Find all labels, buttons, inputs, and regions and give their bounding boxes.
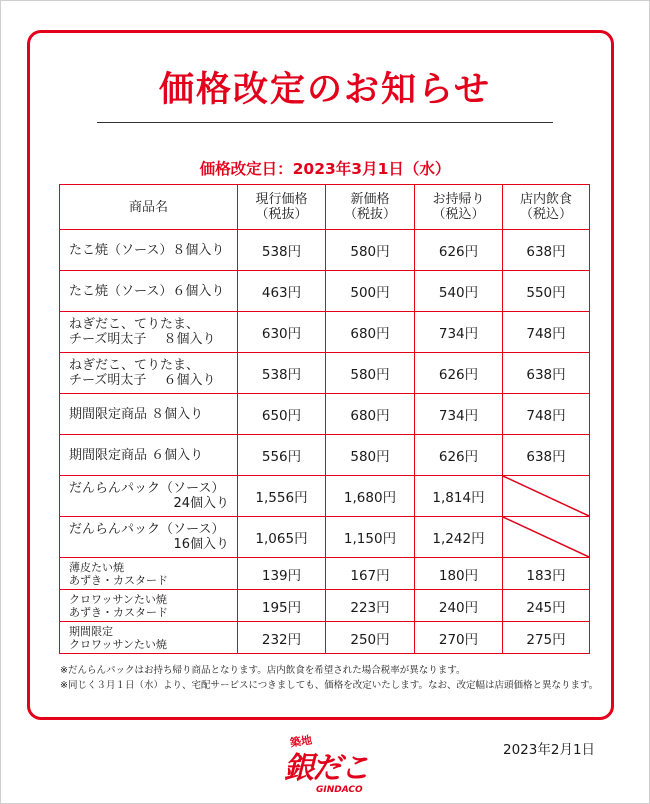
new-price: 250円 [326, 622, 415, 654]
product-name: 薄皮たい焼 あずき・カスタード [60, 558, 238, 590]
logo-tsukiji-text: 築地 [289, 733, 313, 750]
current-price: 538円 [238, 230, 326, 271]
logo-gindaco-text: 銀だこ [284, 751, 368, 786]
takeout-price: 240円 [415, 590, 503, 622]
header-current-price: 現行価格 （税抜） [238, 185, 326, 230]
current-price: 139円 [238, 558, 326, 590]
current-price: 650円 [238, 394, 326, 435]
current-price: 232円 [238, 622, 326, 654]
footnote: ※だんらんパックはお持ち帰り商品となります。店内飲食を希望された場合税率が異なります。 [60, 665, 466, 676]
new-price: 1,680円 [326, 476, 415, 517]
product-name: ねぎだこ、てりたま、 チーズ明太子 ６個入り [60, 353, 238, 394]
eatin-price: 183円 [503, 558, 590, 590]
diagonal-strike [503, 476, 589, 516]
current-price: 195円 [238, 590, 326, 622]
table-row [60, 394, 590, 435]
header-takeout-price: お持帰り （税込） [415, 185, 503, 230]
product-name: 期間限定商品 ８個入り [60, 394, 238, 435]
eatin-price: 748円 [503, 394, 590, 435]
gindaco-logo [276, 733, 376, 799]
current-price: 1,065円 [238, 517, 326, 558]
table-row [60, 476, 590, 517]
price-table [59, 184, 590, 654]
eatin-price: 638円 [503, 435, 590, 476]
eatin-price: 638円 [503, 230, 590, 271]
new-price: 167円 [326, 558, 415, 590]
table-row [60, 271, 590, 312]
header-product-name: 商品名 [60, 185, 238, 230]
table-row [60, 312, 590, 353]
table-row [60, 622, 590, 654]
new-price: 680円 [326, 394, 415, 435]
table-row [60, 517, 590, 558]
new-price: 680円 [326, 312, 415, 353]
takeout-price: 626円 [415, 435, 503, 476]
table-row [60, 558, 590, 590]
eatin-not-applicable [503, 517, 590, 558]
product-name: だんらんパック（ソース） 16個入り [60, 517, 238, 558]
notice-title: 価格改定のお知らせ [159, 70, 491, 110]
takeout-price: 180円 [415, 558, 503, 590]
eatin-price: 245円 [503, 590, 590, 622]
product-name: 期間限定 クロワッサンたい焼 [60, 622, 238, 654]
current-price: 1,556円 [238, 476, 326, 517]
title-divider [97, 122, 553, 123]
product-name: たこ焼（ソース）８個入り [60, 230, 238, 271]
product-name: 期間限定商品 ６個入り [60, 435, 238, 476]
header-new-price: 新価格 （税抜） [326, 185, 415, 230]
footnotes [60, 663, 620, 693]
eatin-price: 550円 [503, 271, 590, 312]
product-name: たこ焼（ソース）６個入り [60, 271, 238, 312]
takeout-price: 626円 [415, 230, 503, 271]
new-price: 1,150円 [326, 517, 415, 558]
new-price: 223円 [326, 590, 415, 622]
current-price: 463円 [238, 271, 326, 312]
new-price: 580円 [326, 353, 415, 394]
takeout-price: 270円 [415, 622, 503, 654]
new-price: 500円 [326, 271, 415, 312]
current-price: 630円 [238, 312, 326, 353]
eatin-price: 748円 [503, 312, 590, 353]
product-name: だんらんパック（ソース） 24個入り [60, 476, 238, 517]
table-row [60, 353, 590, 394]
eatin-not-applicable [503, 476, 590, 517]
table-row [60, 590, 590, 622]
eatin-price: 638円 [503, 353, 590, 394]
new-price: 580円 [326, 435, 415, 476]
takeout-price: 1,242円 [415, 517, 503, 558]
takeout-price: 734円 [415, 394, 503, 435]
revision-date: 価格改定日：2023年3月1日（水） [199, 160, 451, 178]
footnote: ※同じく３月１日（水）より、宅配サービスにつきましても、価格を改定いたします。なお、改定幅は店頭価格と異なります。 [60, 680, 599, 691]
announcement-date: 2023年2月1日 [503, 742, 596, 758]
table-row [60, 435, 590, 476]
takeout-price: 540円 [415, 271, 503, 312]
diagonal-strike [503, 517, 589, 557]
logo-english-text: GINDACO [316, 785, 363, 795]
takeout-price: 734円 [415, 312, 503, 353]
table-header-row [60, 185, 590, 230]
product-name: ねぎだこ、てりたま、 チーズ明太子 ８個入り [60, 312, 238, 353]
header-eatin-price: 店内飲食 （税込） [503, 185, 590, 230]
eatin-price: 275円 [503, 622, 590, 654]
product-name: クロワッサンたい焼 あずき・カスタード [60, 590, 238, 622]
current-price: 538円 [238, 353, 326, 394]
current-price: 556円 [238, 435, 326, 476]
takeout-price: 626円 [415, 353, 503, 394]
table-row [60, 230, 590, 271]
takeout-price: 1,814円 [415, 476, 503, 517]
new-price: 580円 [326, 230, 415, 271]
